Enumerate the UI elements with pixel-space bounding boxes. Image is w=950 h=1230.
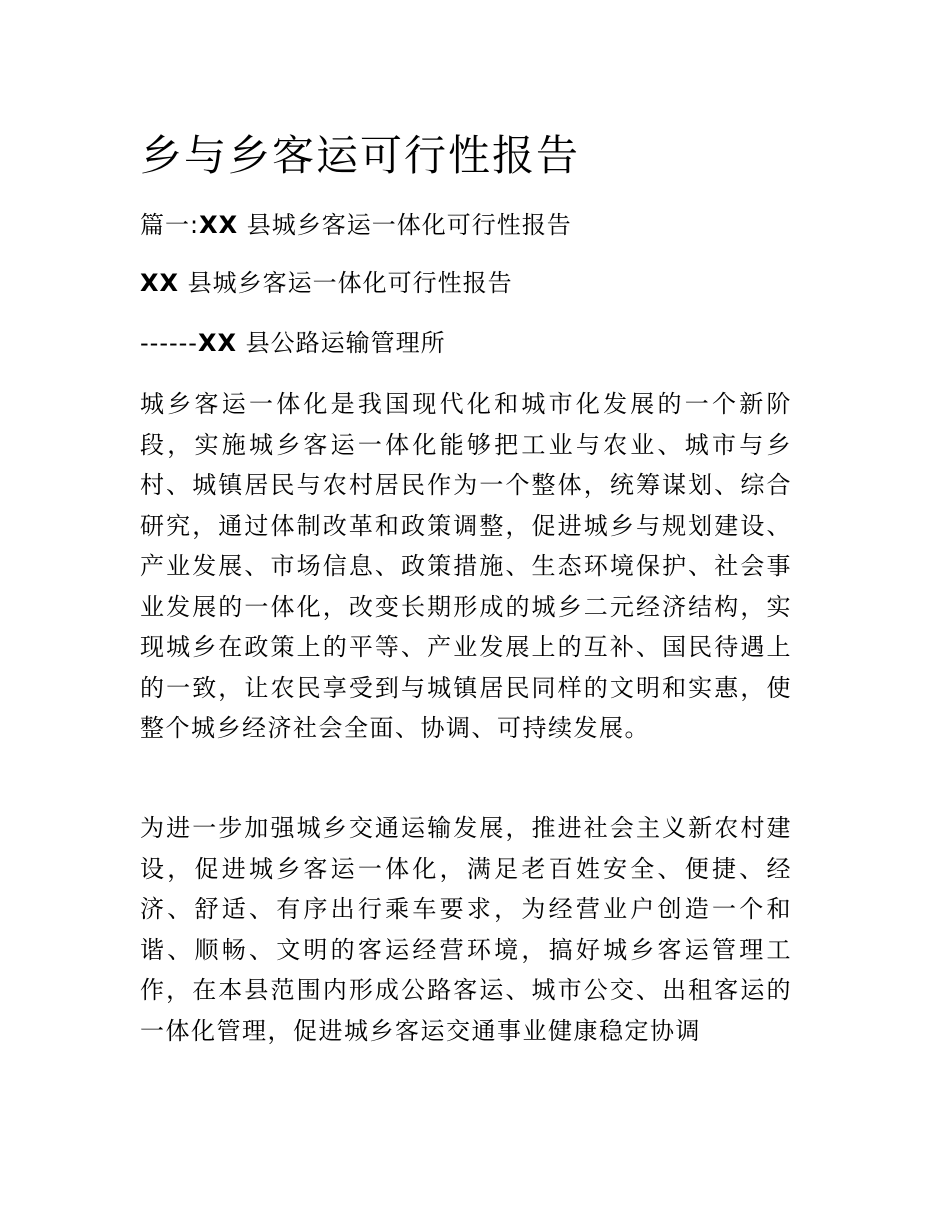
document-title: 乡与乡客运可行性报告 — [140, 131, 581, 180]
report-title — [140, 266, 513, 300]
body-paragraph: 城乡客运一体化是我国现代化和城市化发展的一个新阶段，实施城乡客运一体化能够把工业与农业、城市与乡村、城镇居民与农村居民作为一个整体，统筹谋划、综合研究，通过体制改革和政策调整，促进城乡与规划建设、产业发展、市场信息、政策措施、生态环境保护、社会事业发展的一体化，改变长期形成的城乡二元经济结构，实现城乡在政策上的平等、产业发展上的互补、国民待遇上的一致，让农民享受到与城镇居民同样的文明和实惠，使整个城乡经济社会全面、协调、可持续发展。 — [140, 390, 792, 742]
report-title-rest: 县城乡客运一体化可行性报告 — [179, 269, 513, 297]
section-heading-prefix: 篇一: — [140, 211, 200, 239]
body-paragraph: 为进一步加强城乡交通运输发展，推进社会主义新农村建设，促进城乡客运一体化，满足老百姓安全、便捷、经济、舒适、有序出行乘车要求，为经营业户创造一个和谐、顺畅、文明的客运经营环境，搞好城乡客运管理工作，在本县范围内形成公路客运、城市公交、出租客运的一体化管理，促进城乡客运交通事业健康稳定协调 — [140, 814, 792, 1045]
author-line — [140, 326, 446, 360]
section-heading-bold: XX — [199, 211, 239, 239]
author-rest: 县公路运输管理所 — [236, 329, 446, 357]
section-heading — [140, 208, 572, 242]
section-heading-rest: 县城乡客运一体化可行性报告 — [238, 211, 572, 239]
author-bold: XX — [197, 329, 237, 357]
author-dashes: ------ — [140, 329, 198, 357]
report-title-bold: XX — [140, 269, 180, 297]
